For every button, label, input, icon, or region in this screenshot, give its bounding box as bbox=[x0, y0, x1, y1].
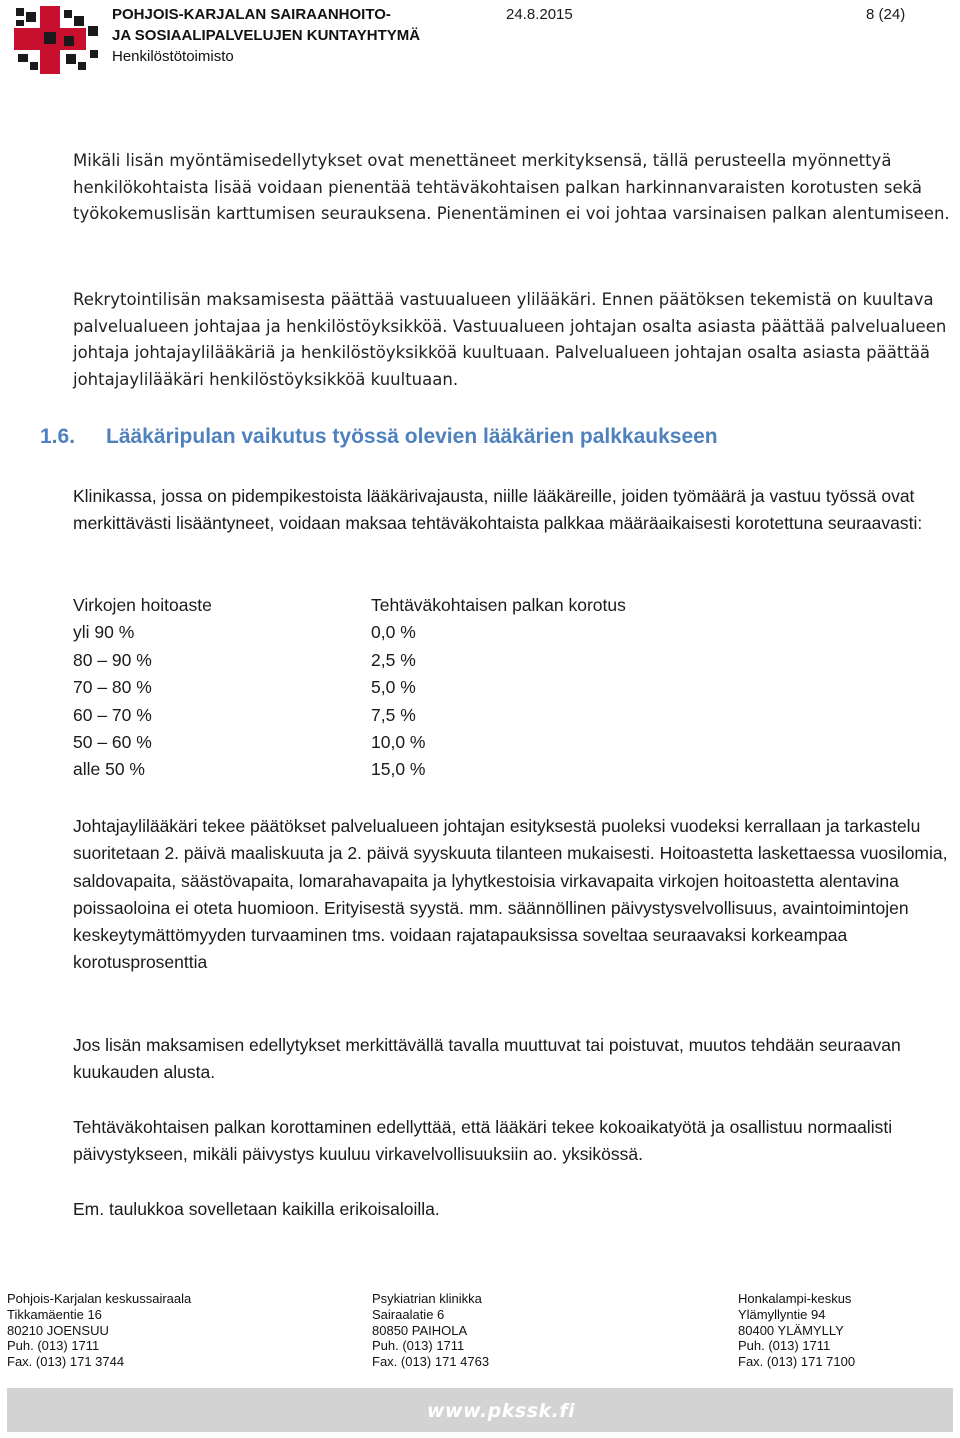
raise-table bbox=[73, 592, 626, 784]
footer-fax: Fax. (013) 171 3744 bbox=[7, 1354, 125, 1370]
table-row bbox=[73, 756, 626, 783]
table-row bbox=[73, 702, 626, 729]
footer-address-honkalampi bbox=[738, 1291, 855, 1370]
footer-postal: 80210 JOENSUU bbox=[7, 1322, 109, 1338]
section-number: 1.6. bbox=[40, 425, 76, 448]
table-cell-occupancy: 50 – 60 % bbox=[73, 731, 152, 752]
table-cell-raise: 7,5 % bbox=[371, 704, 416, 725]
footer-site-name: Pohjois-Karjalan keskussairaala bbox=[7, 1291, 192, 1306]
table-cell-occupancy: 80 – 90 % bbox=[73, 649, 152, 670]
table-cell-raise: 10,0 % bbox=[371, 731, 426, 752]
section-title: Lääkäripulan vaikutus työssä olevien lääkärien palkkaukseen bbox=[106, 425, 718, 448]
footer-street: Ylämyllyntie 94 bbox=[738, 1306, 826, 1322]
table-cell-occupancy: alle 50 % bbox=[73, 759, 145, 780]
organization-name bbox=[112, 4, 420, 67]
footer-website-bar bbox=[7, 1388, 953, 1432]
footer-address-psychiatry bbox=[372, 1291, 489, 1370]
footer-postal: 80400 YLÄMYLLY bbox=[738, 1322, 844, 1338]
footer-address-hospital bbox=[7, 1291, 191, 1370]
footer-site-name: Psykiatrian klinikka bbox=[372, 1291, 482, 1306]
paragraph-block-2 bbox=[73, 287, 953, 394]
paragraph-block-3 bbox=[73, 483, 953, 538]
paragraph-clinic-shortage: Klinikassa, jossa on pidempikestoista lääkärivajausta, niille lääkäreille, joiden työmäärä ja vastuu työssä ovat merkittävästi lisääntyneet, voidaan maksaa tehtäväkohtaista palkkaa määräaikaisesti korotettuna seuraavasti: bbox=[73, 486, 923, 534]
table-cell-occupancy: 70 – 80 % bbox=[73, 677, 152, 698]
paragraph-block-1 bbox=[73, 148, 953, 228]
department-name: Henkilöstötoimisto bbox=[112, 48, 234, 65]
footer-phone: Puh. (013) 1711 bbox=[7, 1338, 100, 1354]
table-cell-raise: 15,0 % bbox=[371, 759, 426, 780]
footer-fax: Fax. (013) 171 7100 bbox=[738, 1354, 856, 1370]
footer-phone: Puh. (013) 1711 bbox=[372, 1338, 465, 1354]
paragraph-block-6 bbox=[73, 1114, 953, 1169]
table-cell-raise: 5,0 % bbox=[371, 677, 416, 698]
table-cell-occupancy: yli 90 % bbox=[73, 622, 135, 643]
paragraph-applies-all-specialties: Em. taulukkoa sovelletaan kaikilla erikoisaloilla. bbox=[73, 1199, 440, 1219]
table-cell-occupancy: 60 – 70 % bbox=[73, 704, 152, 725]
paragraph-block-4 bbox=[73, 813, 953, 977]
table-row bbox=[73, 619, 626, 646]
column-header-occupancy: Virkojen hoitoaste bbox=[73, 595, 212, 615]
paragraph-change-conditions: Jos lisän maksamisen edellytykset merkittävällä tavalla muuttuvat tai poistuvat, muutos tehdään seuraavan kuukauden alusta. bbox=[73, 1035, 901, 1083]
paragraph-block-7 bbox=[73, 1196, 953, 1223]
footer-site-name: Honkalampi-keskus bbox=[738, 1291, 852, 1306]
paragraph-decision-process: Johtajaylilääkäri tekee päätökset palvelualueen johtajan esityksestä puoleksi vuodeksi kerrallaan ja tarkastelu suoritetaan 2. päivä maaliskuuta ja 2. päivä syyskuuta tilanteen mukaisesti. Hoitoastetta laskettaessa vuosilomia, saldovapaita, säästövapaita, lomarahavapaita ja lyhytkestoisia virkavapaita virkojen hoitoastetta alentavina poissaoloina ei oteta huomioon. Erityisestä syystä. mm. säännöllinen päivystysvelvollisuus, avaintoimintojen keskeytymättömyyden turvaaminen tms. voidaan rajatapauksissa soveltaa seuraavaksi korkeampaa korotusprosenttia bbox=[73, 816, 948, 973]
organization-line-1: POHJOIS-KARJALAN SAIRAANHOITO- bbox=[112, 6, 391, 23]
table-row bbox=[73, 674, 626, 701]
table-row bbox=[73, 729, 626, 756]
footer-postal: 80850 PAIHOLA bbox=[372, 1322, 468, 1338]
organization-line-2: JA SOSIAALIPALVELUJEN KUNTAYHTYMÄ bbox=[112, 27, 421, 44]
section-heading bbox=[40, 425, 718, 449]
organization-logo bbox=[14, 6, 102, 74]
website-link[interactable]: www.pkssk.fi bbox=[427, 1400, 576, 1422]
paragraph-allowance-reduction: Mikäli lisän myöntämisedellytykset ovat menettäneet merkityksensä, tällä perusteella myönnettyä henkilökohtaista lisää voidaan pienentää tehtäväkohtaisen palkan harkinnanvaraisten korotusten sekä työkokemuslisän karttumisen seurauksena. Pienentäminen ei voi johtaa varsinaisen palkan alentumiseen. bbox=[73, 151, 950, 224]
column-header-raise: Tehtäväkohtaisen palkan korotus bbox=[371, 595, 626, 615]
page-number: 8 (24) bbox=[866, 6, 906, 23]
page-header bbox=[0, 0, 960, 80]
table-cell-raise: 2,5 % bbox=[371, 649, 416, 670]
footer-street: Tikkamäentie 16 bbox=[7, 1306, 102, 1322]
footer-street: Sairaalatie 6 bbox=[372, 1306, 445, 1322]
document-date: 24.8.2015 bbox=[506, 6, 573, 23]
paragraph-block-5 bbox=[73, 1032, 953, 1087]
footer-phone: Puh. (013) 1711 bbox=[738, 1338, 831, 1354]
paragraph-full-time-requirement: Tehtäväkohtaisen palkan korottaminen edellyttää, että lääkäri tekee kokoaikatyötä ja osallistuu normaalisti päivystykseen, mikäli päivystys kuuluu virkavelvollisuuksiin ao. yksikössä. bbox=[73, 1117, 893, 1165]
table-row bbox=[73, 647, 626, 674]
table-header-row bbox=[73, 592, 626, 619]
table-cell-raise: 0,0 % bbox=[371, 622, 416, 643]
footer-fax: Fax. (013) 171 4763 bbox=[372, 1354, 490, 1370]
paragraph-recruitment-allowance: Rekrytointilisän maksamisesta päättää vastuualueen ylilääkäri. Ennen päätöksen tekemistä on kuultava palvelualueen johtajaa ja henkilöstöyksikköä. Vastuualueen johtajan osalta asiasta päättää palvelualueen johtaja johtajaylilääkäriä ja henkilöstöyksikköä kuultuaan. Palvelualueen johtajan osalta asiasta päättää johtajaylilääkäri henkilöstöyksikköä kuultuaan. bbox=[73, 290, 947, 390]
